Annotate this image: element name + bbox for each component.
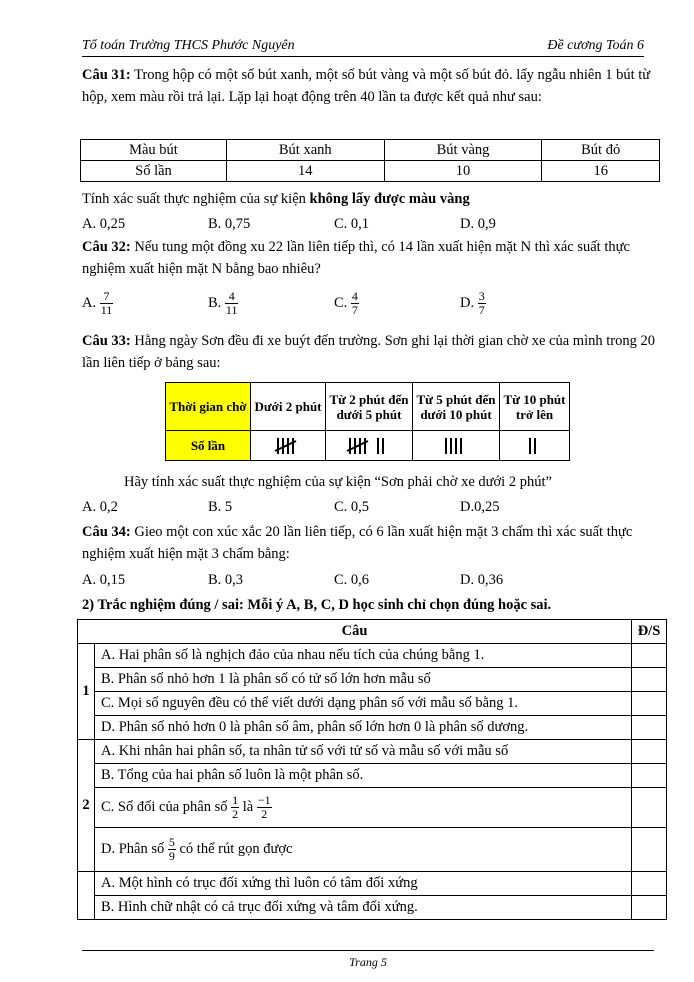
question-33-text: Hằng ngày Sơn đều đi xe buýt đến trường. Sơn ghi lại thời gian chờ xe của mình trong 20 lần liên tiếp ở bảng sau: <box>82 333 655 371</box>
denominator: 7 <box>351 303 358 317</box>
statement <box>95 788 632 828</box>
table-row <box>81 140 660 161</box>
question-34-text: Gieo một con xúc xắc 20 lần liên tiếp, có 6 lần xuất hiện mặt 3 chấm thì xác suất thực nghiệm xuất hiện mặt 3 chấm bằng: <box>82 524 633 562</box>
table-cell: 16 <box>542 161 660 182</box>
answer-cell[interactable] <box>632 788 667 828</box>
tally-cell <box>413 431 500 461</box>
page-header <box>82 38 644 57</box>
table-row <box>81 161 660 182</box>
tally-marks <box>442 435 470 457</box>
numerator: 3 <box>478 289 485 303</box>
table-cell: Thời gian chờ <box>166 383 251 431</box>
option-a[interactable]: A. 0,2 <box>82 499 118 515</box>
question-31-text: Trong hộp có một số bút xanh, một số bút vàng và một số bút đỏ. lấy ngẫu nhiên 1 bút từ hộp, xem màu rồi trả lại. Lặp lại hoạt động trên 40 lần ta được kết quả như sau: <box>82 67 651 105</box>
tally-marks <box>274 435 302 457</box>
table-cell: 10 <box>384 161 542 182</box>
option-b[interactable]: B. 0,3 <box>208 572 244 588</box>
fraction <box>100 290 114 317</box>
statement-text: C. Số đối của phân số <box>101 798 232 815</box>
question-33-label: Câu 33: <box>82 333 131 349</box>
statement: B. Hình chữ nhật có cả trục đối xứng và tâm đối xứng. <box>95 896 632 920</box>
numerator: −1 <box>257 793 271 807</box>
table-row <box>78 620 667 644</box>
answer-cell[interactable] <box>632 872 667 896</box>
answer-cell[interactable] <box>632 716 667 740</box>
option-letter: A. <box>82 294 97 311</box>
option-d[interactable]: D. 0,9 <box>460 216 496 232</box>
table-row <box>78 788 667 828</box>
prompt-text: Tính xác suất thực nghiệm của sự kiện <box>82 191 310 207</box>
question-32-text: Nếu tung một đồng xu 22 lần liên tiếp thì, có 14 lần xuất hiện mặt N thì xác suất thực nghiệm xuất hiện mặt N bằng bao nhiêu? <box>82 239 630 277</box>
group-number: 2 <box>78 740 95 872</box>
statement-text: D. Phân số <box>101 840 168 857</box>
option-b[interactable]: B. 0,75 <box>208 216 251 232</box>
table-row <box>166 431 570 461</box>
question-34 <box>82 521 662 565</box>
fraction <box>257 794 272 821</box>
table-row <box>78 716 667 740</box>
question-32-options <box>82 290 662 320</box>
fraction <box>225 290 239 317</box>
denominator: 2 <box>232 807 239 821</box>
numerator: 4 <box>351 289 358 303</box>
header-question: Câu <box>78 620 632 644</box>
question-34-label: Câu 34: <box>82 524 131 540</box>
question-34-options <box>82 570 662 590</box>
wait-time-table <box>165 382 570 461</box>
table-row <box>78 692 667 716</box>
question-33-prompt: Hãy tính xác suất thực nghiệm của sự kiện “Sơn phải chờ xe dưới 2 phút” <box>124 474 552 490</box>
question-31-label: Câu 31: <box>82 67 131 83</box>
table-cell: Bút đỏ <box>542 140 660 161</box>
question-31 <box>82 64 662 108</box>
answer-cell[interactable] <box>632 692 667 716</box>
fraction <box>231 794 239 821</box>
prompt-bold: không lấy được màu vàng <box>309 191 470 207</box>
fraction <box>351 290 359 317</box>
table-cell: Từ 5 phút đến dưới 10 phút <box>413 383 500 431</box>
question-33-options <box>82 497 662 517</box>
denominator: 9 <box>168 849 175 863</box>
option-d[interactable] <box>460 290 486 317</box>
table-cell: Màu bút <box>81 140 227 161</box>
answer-cell[interactable] <box>632 764 667 788</box>
question-32-label: Câu 32: <box>82 239 131 255</box>
header-title: Đề cương Toán 6 <box>547 38 644 53</box>
table-row <box>78 644 667 668</box>
option-c[interactable]: C. 0,6 <box>334 572 370 588</box>
denominator: 2 <box>261 807 268 821</box>
statement: A. Một hình có trục đối xứng thì luôn có tâm đối xứng <box>95 872 632 896</box>
option-a[interactable]: A. 0,15 <box>82 572 126 588</box>
option-letter: D. <box>460 294 475 311</box>
table-row <box>78 828 667 872</box>
table-row <box>78 872 667 896</box>
statement-text: có thể rút gọn được <box>175 840 293 857</box>
option-b[interactable] <box>208 290 238 317</box>
numerator: 5 <box>168 835 175 849</box>
table-row <box>78 740 667 764</box>
question-31-prompt <box>82 189 470 209</box>
statement: A. Khi nhân hai phân số, ta nhân tử số với tử số và mẫu số với mẫu số <box>95 740 632 764</box>
table-cell: Số lần <box>81 161 227 182</box>
fraction <box>168 836 176 863</box>
tally-cell <box>251 431 326 461</box>
tally-marks <box>526 435 544 457</box>
statement: C. Mọi số nguyên đều có thể viết dưới dạng phân số với mẫu số bằng 1. <box>95 692 632 716</box>
header-school: Tổ toán Trường THCS Phước Nguyên <box>82 38 295 53</box>
table-row <box>78 668 667 692</box>
statement <box>95 828 632 872</box>
question-33 <box>82 330 662 374</box>
pen-color-table <box>80 139 660 182</box>
fraction <box>478 290 486 317</box>
table-row <box>78 764 667 788</box>
true-false-table <box>77 619 667 920</box>
answer-cell[interactable] <box>632 740 667 764</box>
answer-cell[interactable] <box>632 896 667 920</box>
answer-cell[interactable] <box>632 644 667 668</box>
option-letter: C. <box>334 294 348 311</box>
group-number <box>78 872 95 920</box>
table-cell: Từ 10 phút trở lên <box>500 383 570 431</box>
denominator: 7 <box>478 303 485 317</box>
section-2-title: 2) Trắc nghiệm đúng / sai: Mỗi ý A, B, C, D học sinh chỉ chọn đúng hoặc sai. <box>82 597 552 613</box>
option-letter: B. <box>208 294 222 311</box>
tally-cell <box>326 431 413 461</box>
statement: D. Phân số nhỏ hơn 0 là phân số âm, phân số lớn hơn 0 là phân số dương. <box>95 716 632 740</box>
table-row <box>166 383 570 431</box>
page-footer: Trang 5 <box>82 950 654 970</box>
option-c[interactable] <box>334 290 359 317</box>
group-number: 1 <box>78 644 95 740</box>
answer-cell[interactable] <box>632 828 667 872</box>
question-32 <box>82 236 662 280</box>
denominator: 11 <box>225 303 238 317</box>
statement: A. Hai phân số là nghịch đảo của nhau nếu tích của chúng bằng 1. <box>95 644 632 668</box>
table-cell: Dưới 2 phút <box>251 383 326 431</box>
table-cell: 14 <box>226 161 384 182</box>
option-d[interactable]: D. 0,36 <box>460 572 504 588</box>
header-answer: Đ/S <box>632 620 667 644</box>
answer-cell[interactable] <box>632 668 667 692</box>
table-cell: Số lần <box>166 431 251 461</box>
option-c[interactable]: C. 0,1 <box>334 216 370 232</box>
table-cell: Bút xanh <box>226 140 384 161</box>
denominator: 11 <box>100 303 113 317</box>
tally-marks <box>346 435 392 457</box>
option-b[interactable]: B. 5 <box>208 499 233 515</box>
numerator: 4 <box>225 290 239 304</box>
table-cell: Bút vàng <box>384 140 542 161</box>
option-a[interactable]: A. 0,25 <box>82 216 126 232</box>
question-31-options <box>82 214 662 234</box>
table-row <box>78 896 667 920</box>
statement-text: là <box>239 798 257 815</box>
numerator: 1 <box>232 793 239 807</box>
option-a[interactable] <box>82 290 113 317</box>
tally-cell <box>500 431 570 461</box>
option-d[interactable]: D.0,25 <box>460 499 500 515</box>
table-cell: Từ 2 phút đến dưới 5 phút <box>326 383 413 431</box>
option-c[interactable]: C. 0,5 <box>334 499 370 515</box>
numerator: 7 <box>100 290 114 304</box>
statement: B. Tổng của hai phân số luôn là một phân số. <box>95 764 632 788</box>
statement: B. Phân số nhỏ hơn 1 là phân số có tử số lớn hơn mẫu số <box>95 668 632 692</box>
